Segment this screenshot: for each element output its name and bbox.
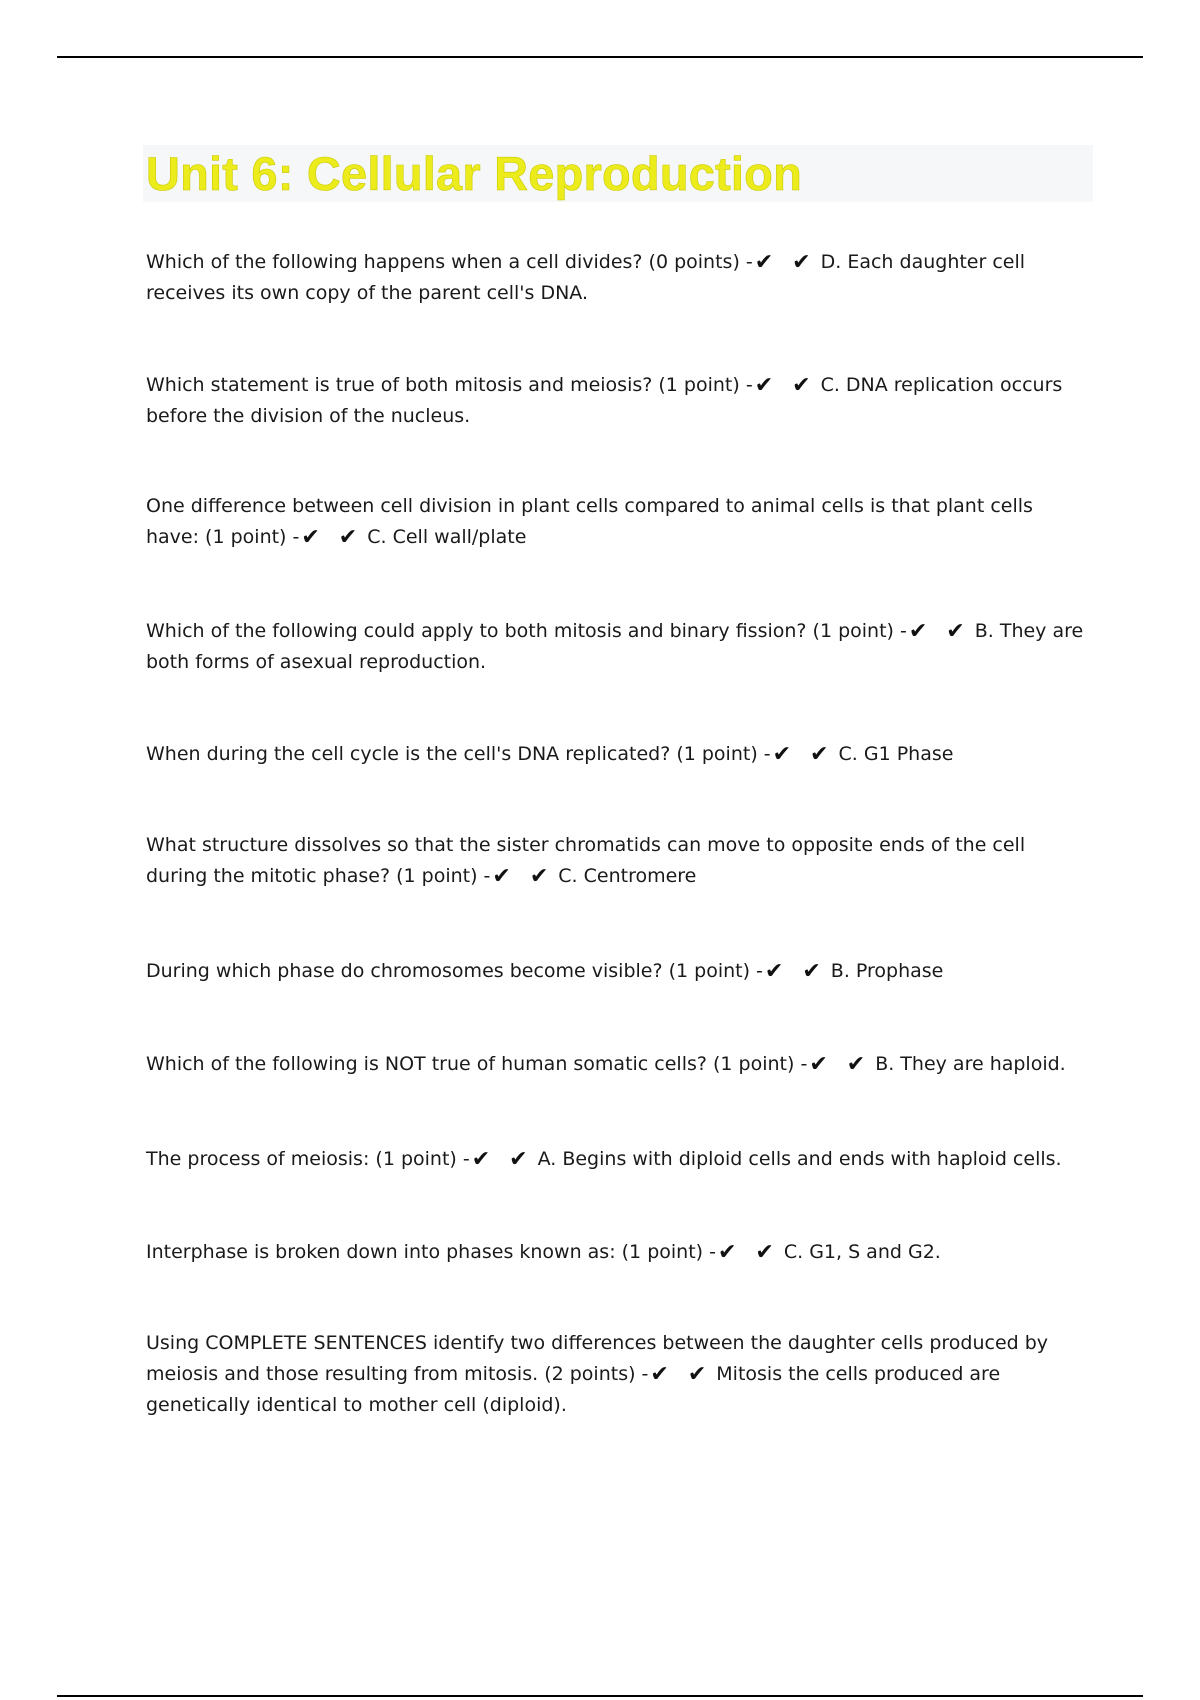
qa-item-8 — [146, 1049, 1091, 1080]
answer-text: D. Each daughter cell receives its own copy of the parent cell's DNA. — [146, 251, 1026, 304]
answer-text: C. G1, S and G2. — [783, 1241, 941, 1263]
question-text: What structure dissolves so that the sister chromatids can move to opposite ends of the cell during the mitotic phase? (1 point) - — [146, 834, 1026, 887]
qa-item-5 — [146, 739, 1091, 770]
qa-item-7 — [146, 956, 1091, 987]
double-check-icon: ✔ ✔ — [772, 742, 835, 767]
qa-item-4 — [146, 616, 1091, 678]
answer-text: B. They are both forms of asexual reproduction. — [146, 620, 1084, 673]
top-rule — [57, 56, 1143, 58]
double-check-icon: ✔ ✔ — [492, 864, 555, 889]
qa-item-2 — [146, 370, 1091, 432]
double-check-icon: ✔ ✔ — [754, 373, 817, 398]
question-text: Interphase is broken down into phases known as: (1 point) - — [146, 1241, 716, 1263]
qa-item-11 — [146, 1328, 1091, 1421]
question-text: Which of the following could apply to both mitosis and binary fission? (1 point) - — [146, 620, 907, 642]
answer-text: A. Begins with diploid cells and ends with haploid cells. — [537, 1148, 1062, 1170]
answer-text: C. DNA replication occurs before the division of the nucleus. — [146, 374, 1063, 427]
answer-text: C. Cell wall/plate — [367, 526, 527, 548]
page-title: Unit 6: Cellular Reproduction — [146, 147, 802, 200]
qa-item-3 — [146, 491, 1091, 553]
double-check-icon: ✔ ✔ — [754, 250, 817, 275]
double-check-icon: ✔ ✔ — [908, 619, 971, 644]
question-text: Which of the following is NOT true of human somatic cells? (1 point) - — [146, 1053, 808, 1075]
question-text: When during the cell cycle is the cell's DNA replicated? (1 point) - — [146, 743, 771, 765]
answer-text: B. Prophase — [830, 960, 944, 982]
bottom-rule — [57, 1695, 1143, 1697]
qa-item-1 — [146, 247, 1091, 309]
double-check-icon: ✔ ✔ — [301, 525, 364, 550]
double-check-icon: ✔ ✔ — [471, 1147, 534, 1172]
double-check-icon: ✔ ✔ — [809, 1052, 872, 1077]
double-check-icon: ✔ ✔ — [717, 1240, 780, 1265]
qa-item-9 — [146, 1144, 1091, 1175]
answer-text: B. They are haploid. — [875, 1053, 1066, 1075]
answer-text: Mitosis the cells produced are genetically identical to mother cell (diploid). — [146, 1363, 1001, 1416]
question-text: Which statement is true of both mitosis and meiosis? (1 point) - — [146, 374, 753, 396]
question-text: Which of the following happens when a cell divides? (0 points) - — [146, 251, 753, 273]
question-text: One difference between cell division in plant cells compared to animal cells is that plant cells have: (1 point) - — [146, 495, 1033, 548]
question-text: During which phase do chromosomes become visible? (1 point) - — [146, 960, 763, 982]
question-text: The process of meiosis: (1 point) - — [146, 1148, 470, 1170]
double-check-icon: ✔ ✔ — [650, 1362, 713, 1387]
qa-item-10 — [146, 1237, 1091, 1268]
answer-text: C. G1 Phase — [838, 743, 954, 765]
answer-text: C. Centromere — [558, 865, 697, 887]
question-text: Using COMPLETE SENTENCES identify two differences between the daughter cells produced by meiosis and those resulting from mitosis. (2 points) - — [146, 1332, 1049, 1385]
qa-item-6 — [146, 830, 1091, 892]
double-check-icon: ✔ ✔ — [764, 959, 827, 984]
